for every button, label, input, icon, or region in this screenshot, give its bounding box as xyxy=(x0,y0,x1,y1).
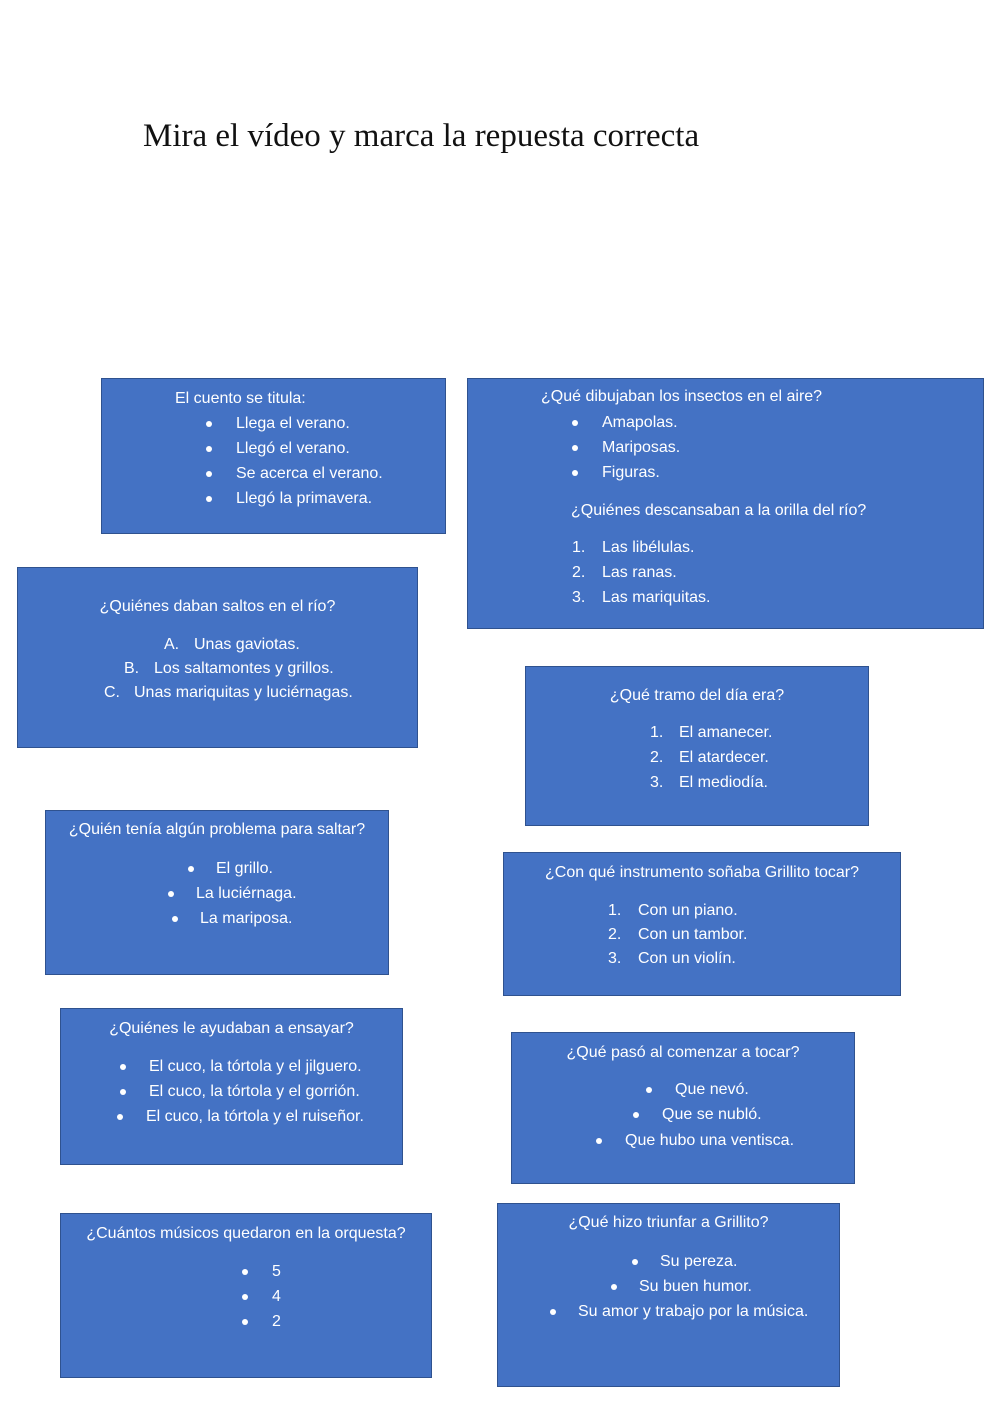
option-marker: 2. xyxy=(650,749,664,766)
answer-option[interactable] xyxy=(120,1057,362,1077)
answer-text: Mariposas. xyxy=(602,439,681,456)
answer-text: Unas mariquitas y luciérnagas. xyxy=(134,684,353,701)
option-marker: B. xyxy=(124,660,140,677)
bullet-icon xyxy=(188,866,194,872)
question-card-rehearsal xyxy=(60,1008,403,1165)
bullet-icon xyxy=(572,445,578,451)
bullet-icon xyxy=(572,470,578,476)
answer-option[interactable] xyxy=(206,489,372,509)
answer-option[interactable] xyxy=(572,413,678,433)
answer-text: Su amor y trabajo por la música. xyxy=(578,1303,809,1320)
answer-option[interactable] xyxy=(104,683,353,703)
answer-text: El cuco, la tórtola y el gorrión. xyxy=(149,1083,360,1100)
answer-text: La mariposa. xyxy=(200,910,293,927)
answer-text: El amanecer. xyxy=(679,724,773,741)
answer-text: El grillo. xyxy=(216,860,273,877)
answer-option[interactable] xyxy=(572,588,711,608)
answer-option[interactable] xyxy=(608,901,738,921)
question-card-start-playing xyxy=(511,1032,855,1184)
answer-text: Que nevó. xyxy=(675,1081,749,1098)
option-marker: 1. xyxy=(650,724,664,741)
option-marker: 3. xyxy=(608,950,622,967)
bullet-icon xyxy=(120,1089,126,1095)
question-text-2: ¿Quiénes descansaban a la orilla del río? xyxy=(571,502,867,519)
answer-option[interactable] xyxy=(650,748,769,768)
question-card-title xyxy=(101,378,446,534)
bullet-icon xyxy=(596,1138,602,1144)
answer-option[interactable] xyxy=(572,563,677,583)
bullet-icon xyxy=(206,421,212,427)
answer-text: El mediodía. xyxy=(679,774,768,791)
option-marker: 1. xyxy=(608,902,622,919)
answer-text: Las ranas. xyxy=(602,564,677,581)
answer-option[interactable] xyxy=(206,464,383,484)
answer-text: Que se nubló. xyxy=(662,1106,762,1123)
option-marker: 1. xyxy=(572,539,586,556)
bullet-icon xyxy=(168,891,174,897)
answer-text: 4 xyxy=(272,1288,281,1305)
bullet-icon xyxy=(120,1064,126,1070)
question-text: ¿Qué tramo del día era? xyxy=(609,687,785,704)
question-text: ¿Quién tenía algún problema para saltar? xyxy=(68,821,366,838)
answer-option[interactable] xyxy=(596,1131,794,1151)
answer-option[interactable] xyxy=(633,1105,762,1125)
bullet-icon xyxy=(572,420,578,426)
answer-option[interactable] xyxy=(172,909,293,929)
question-card-time xyxy=(525,666,869,826)
answer-text: Los saltamontes y grillos. xyxy=(154,660,334,677)
answer-option[interactable] xyxy=(646,1080,749,1100)
question-card-triumph xyxy=(497,1203,840,1387)
bullet-icon xyxy=(646,1087,652,1093)
answer-text: El cuco, la tórtola y el jilguero. xyxy=(149,1058,362,1075)
answer-option[interactable] xyxy=(572,538,695,558)
answer-option[interactable] xyxy=(206,414,350,434)
answer-option[interactable] xyxy=(242,1312,281,1332)
answer-text: El atardecer. xyxy=(679,749,769,766)
answer-text: Unas gaviotas. xyxy=(194,636,300,653)
page-title: Mira el vídeo y marca la repuesta correcta xyxy=(143,118,700,154)
bullet-icon xyxy=(632,1259,638,1265)
answer-text: 5 xyxy=(272,1263,281,1280)
answer-option[interactable] xyxy=(650,723,772,743)
bullet-icon xyxy=(206,471,212,477)
question-text: ¿Qué dibujaban los insectos en el aire? xyxy=(541,388,823,405)
question-card-jump-problem xyxy=(45,810,389,975)
answer-text: Las mariquitas. xyxy=(602,589,711,606)
answer-text: Llegó el verano. xyxy=(236,440,350,457)
question-card-insects xyxy=(467,378,984,629)
answer-option[interactable] xyxy=(124,659,334,679)
option-marker: 2. xyxy=(572,564,586,581)
answer-option[interactable] xyxy=(206,439,350,459)
question-text: ¿Cuántos músicos quedaron en la orquesta? xyxy=(86,1225,406,1242)
answer-text: Su buen humor. xyxy=(639,1278,752,1295)
answer-text: Las libélulas. xyxy=(602,539,695,556)
answer-option[interactable] xyxy=(632,1252,737,1272)
bullet-icon xyxy=(550,1309,556,1315)
question-text: ¿Quiénes daban saltos en el río? xyxy=(99,598,336,615)
bullet-icon xyxy=(206,446,212,452)
option-marker: A. xyxy=(164,636,180,653)
answer-text: Amapolas. xyxy=(602,414,678,431)
option-marker: 3. xyxy=(572,589,586,606)
answer-option[interactable] xyxy=(242,1262,281,1282)
bullet-icon xyxy=(206,496,212,502)
bullet-icon xyxy=(611,1284,617,1290)
answer-text: Su pereza. xyxy=(660,1253,738,1270)
answer-option[interactable] xyxy=(611,1277,752,1297)
answer-text: Llega el verano. xyxy=(236,415,350,432)
answer-text: Se acerca el verano. xyxy=(236,465,383,482)
answer-text: Con un violín. xyxy=(638,950,736,967)
option-marker: 2. xyxy=(608,926,622,943)
question-card-instrument xyxy=(503,852,901,996)
answer-option[interactable] xyxy=(550,1302,808,1322)
answer-option[interactable] xyxy=(117,1107,364,1127)
answer-text: Llegó la primavera. xyxy=(236,490,373,507)
answer-text: Con un piano. xyxy=(638,902,738,919)
bullet-icon xyxy=(242,1319,248,1325)
answer-text: Con un tambor. xyxy=(638,926,748,943)
answer-text: El cuco, la tórtola y el ruiseñor. xyxy=(146,1108,364,1125)
answer-option[interactable] xyxy=(572,438,680,458)
answer-option[interactable] xyxy=(188,859,273,879)
answer-option[interactable] xyxy=(650,773,768,793)
bullet-icon xyxy=(117,1114,123,1120)
answer-text: Que hubo una ventisca. xyxy=(625,1132,795,1149)
bullet-icon xyxy=(242,1294,248,1300)
answer-option[interactable] xyxy=(572,463,660,483)
question-card-musicians xyxy=(60,1213,432,1378)
question-text: ¿Qué hizo triunfar a Grillito? xyxy=(568,1214,769,1231)
answer-text: La luciérnaga. xyxy=(196,885,297,902)
bullet-icon xyxy=(242,1269,248,1275)
option-marker: 3. xyxy=(650,774,664,791)
option-marker: C. xyxy=(104,684,120,701)
answer-option[interactable] xyxy=(120,1082,360,1102)
question-text: ¿Quiénes le ayudaban a ensayar? xyxy=(109,1020,354,1037)
bullet-icon xyxy=(633,1112,639,1118)
answer-option[interactable] xyxy=(164,635,300,655)
answer-text: 2 xyxy=(272,1313,281,1330)
answer-text: Figuras. xyxy=(602,464,660,481)
question-text: El cuento se titula: xyxy=(175,390,306,407)
question-text: ¿Qué pasó al comenzar a tocar? xyxy=(566,1044,800,1061)
answer-option[interactable] xyxy=(608,949,736,969)
bullet-icon xyxy=(172,916,178,922)
answer-option[interactable] xyxy=(608,925,747,945)
question-card-jumps xyxy=(17,567,418,748)
question-text: ¿Con qué instrumento soñaba Grillito tocar? xyxy=(545,864,859,881)
answer-option[interactable] xyxy=(168,884,297,904)
answer-option[interactable] xyxy=(242,1287,281,1307)
